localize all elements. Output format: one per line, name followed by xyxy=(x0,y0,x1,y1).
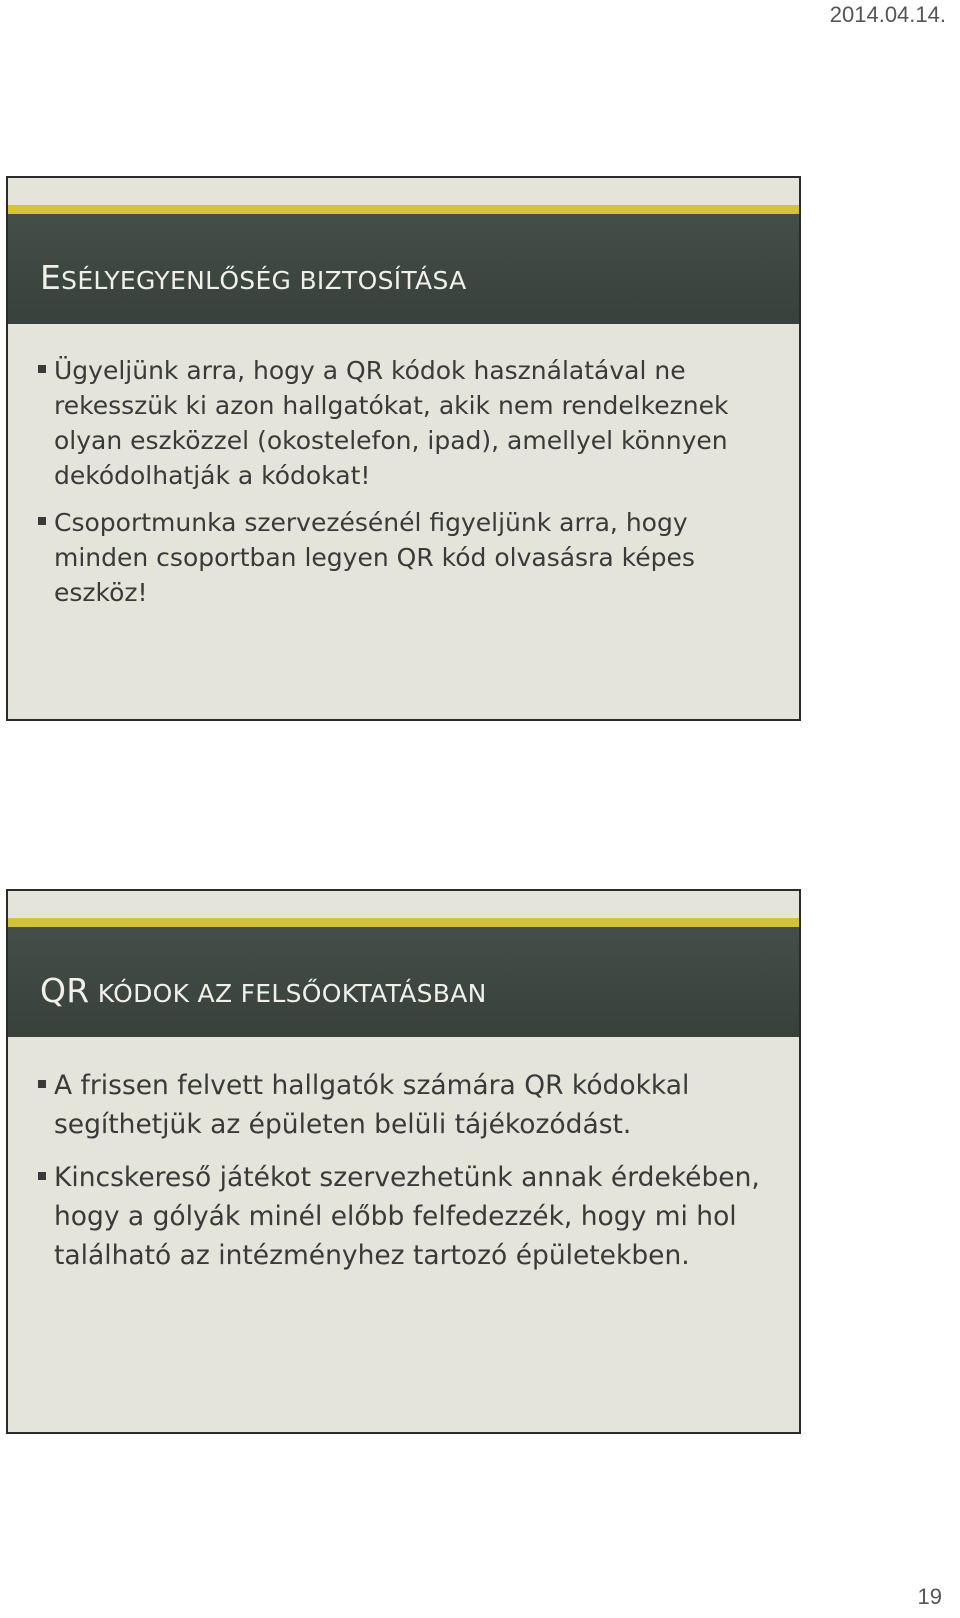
bullet-text: Csoportmunka szervezésénél figyeljünk arra, hogy minden csoportban legyen QR kód olvasásra képes eszköz! xyxy=(54,508,695,607)
bullet-text: Kincskereső játékot szervezhetünk annak érdekében, hogy a gólyák minél előbb felfedezzék, hogy mi hol található az intézményhez tartozó épületekben. xyxy=(54,1162,760,1271)
slide-title-first: E xyxy=(40,258,62,297)
slide-accent-stripe xyxy=(8,205,799,214)
square-bullet-icon xyxy=(38,1080,46,1088)
square-bullet-icon xyxy=(38,517,46,525)
square-bullet-icon xyxy=(38,1172,46,1180)
slide-title-rest: SÉLYEGYENLŐSÉG BIZTOSÍTÁSA xyxy=(61,266,467,295)
bullet-text: Ügyeljünk arra, hogy a QR kódok használatával ne rekesszük ki azon hallgatókat, akik nem rendelkeznek olyan eszközzel (okostelefon, ipad), amellyel könnyen dekódolhatják a kódokat! xyxy=(54,356,729,490)
page-number: 19 xyxy=(917,1584,942,1609)
list-item xyxy=(38,505,779,610)
slide-title-rest: KÓDOK AZ FELSŐOKTATÁSBAN xyxy=(89,979,487,1008)
slide-title-first: QR xyxy=(40,971,90,1010)
bullet-list xyxy=(38,1066,779,1289)
page-date: 2014.04.14. xyxy=(829,2,946,27)
slide-title xyxy=(40,258,467,297)
square-bullet-icon xyxy=(38,365,46,373)
slide-qr-kodok-felsooktatasban xyxy=(6,889,801,1434)
bullet-text: A frissen felvett hallgatók számára QR kódokkal segíthetjük az épületen belüli tájékozódást. xyxy=(54,1070,690,1140)
list-item xyxy=(38,1158,779,1275)
slide-esélyegyenlőség xyxy=(6,176,801,721)
slide-accent-stripe xyxy=(8,918,799,927)
bullet-list xyxy=(38,353,779,622)
slide-title xyxy=(40,971,487,1010)
list-item xyxy=(38,1066,779,1144)
list-item xyxy=(38,353,779,493)
